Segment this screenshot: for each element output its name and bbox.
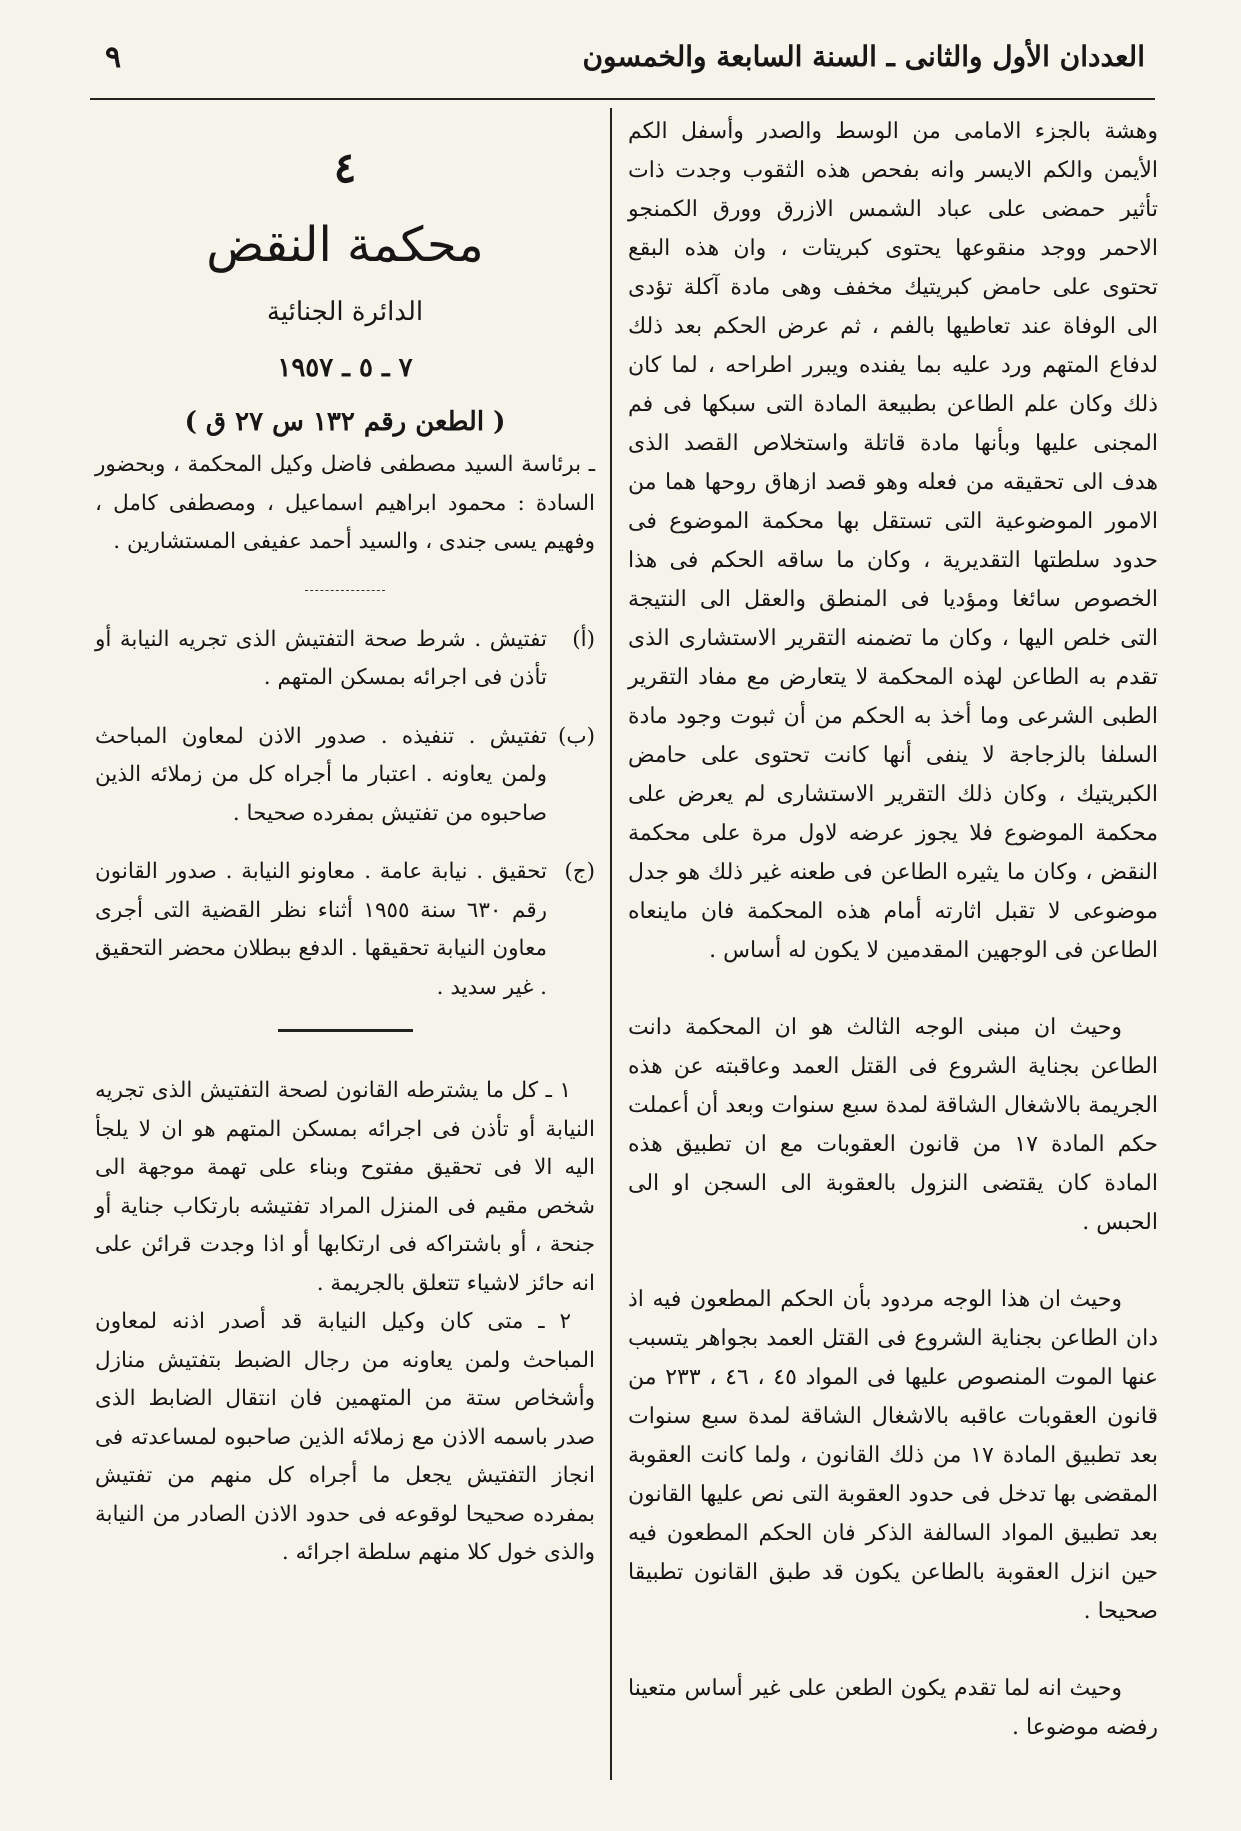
running-title: العددان الأول والثانى ـ السنة السابعة والخمسون: [582, 40, 1145, 73]
heading-item: [95, 621, 595, 698]
court-name: محكمة النقض: [206, 217, 484, 273]
column-divider: [610, 108, 612, 1780]
heading-letter: (أ): [572, 626, 595, 652]
section-divider: [305, 590, 385, 591]
bench-composition: ـ برئاسة السيد مصطفى فاضل وكيل المحكمة ، وبحضور السادة : محمود ابراهيم اسماعيل ، ومصطفى كامل ، وفهيم يسى جندى ، والسيد أحمد عفيفى المستشارين .: [95, 452, 595, 554]
appeal-reference: ( الطعن رقم ١٣٢ س ٢٧ ق ): [184, 407, 506, 437]
paragraph: وحيث ان هذا الوجه مردود بأن الحكم المطعون فيه اذ دان الطاعن بجناية الشروع فى القتل العمد بجواهر يتسبب عنها الموت المنصوص عليها فى المواد ٤٥ ، ٤٦ ، ٢٣٣ من قانون العقوبات عاقبه بالاشغال الشاقة لمدة سبع سنوات بعد تطبيق المادة ١٧ من ذلك القانون ، ولما كانت العقوبة المقضى بها تدخل فى حدود العقوبة التى نص عليها القانون بعد تطبيق المواد السالفة الذكر فان الحكم المطعون فيه حين انزل العقوبة بالطاعن يكون قد طبق القانون تطبيقا صحيحا .: [628, 1287, 1158, 1624]
page-number: ٩: [105, 40, 122, 75]
heading-text: تحقيق . نيابة عامة . معاونو النيابة . صدور القانون رقم ٦٣٠ سنة ١٩٥٥ أثناء نظر القضية التى أجرى معاون النيابة تحقيقها . الدفع ببطلان محضر التحقيق . غير سديد .: [95, 859, 547, 1000]
header-rule: [90, 98, 1155, 100]
paragraph-gap: [628, 1631, 1158, 1669]
legal-principle: ٢ ـ متى كان وكيل النيابة قد أصدر اذنه لمعاون المباحث ولمن يعاونه من رجال الضبط بتفتيش منازل وأشخاص ستة من المتهمين فان انتقال الضابط الذى صدر باسمه الاذن مع زملائه الذين صاحبوه لمساعدته فى انجاز التفتيش يجعل ما أجراه كل منهم من تفتيش بمفرده صحيحا لوقوعه فى حدود الاذن الصادر من النيابة والذى خول كلا منهم سلطة اجرائه .: [95, 1309, 595, 1565]
heading-text: تفتيش . تنفيذه . صدور الاذن لمعاون المباحث ولمن يعاونه . اعتبار ما أجراه كل من زملائه الذين صاحبوه من تفتيش بمفرده صحيحا .: [95, 723, 547, 826]
case-number: ٤: [333, 143, 357, 192]
heading-letter: (ج): [564, 859, 595, 884]
paragraph: وحيث انه لما تقدم يكون الطعن على غير أساس متعينا رفضه موضوعا .: [628, 1676, 1158, 1740]
paragraph-gap: [628, 970, 1158, 1008]
session-date: ٧ ـ ٥ ـ ١٩٥٧: [277, 353, 413, 383]
heading-item: [95, 853, 595, 1007]
heading-item: [95, 718, 595, 834]
paragraph-gap: [628, 1242, 1158, 1280]
paragraph: وهشة بالجزء الامامى من الوسط والصدر وأسفل الكم الأيمن والكم الايسر وانه بفحص هذه الثقوب وجدت ذات تأثير حمضى على عباد الشمس الازرق وورق الكمنجو الاحمر ووجد منقوعها يحتوى كبريتات ، وان هذه البقع تحتوى على حامض كبريتيك مخفف وهى مادة آكلة تؤدى الى الوفاة عند تعاطيها بالفم ، ثم عرض الحكم بعد ذلك لدفاع المتهم ورد عليه بما يفنده ويبرر اطراحه ، لما كان ذلك وكان علم الطاعن بطبيعة المادة التى سبكها فى فم المجنى عليها وبأنها مادة قاتلة واستخلاص القصد الذى هدف الى تحقيقه من فعله وهو قصد ازهاق روحها هما من الامور الموضوعية التى تستقل بها محكمة الموضوع فى حدود سلطتها التقديرية ، وكان ما ساقه الحكم فى هذا الخصوص سائغا ومؤديا فى المنطق والعقل الى النتيجة التى خلص اليها ، وكان ما تضمنه التقرير الاستشارى الذى تقدم به الطاعن لهذه المحكمة لا يتعارض مع مفاد التقرير الطبى الشرعى وما أخذ به الحكم من أن ثبوت وجود مادة السلفا بالزجاجة لا ينفى أنها كانت تحتوى على حامض الكبريتيك ، وكان ذلك التقرير الاستشارى لم يعرض على محكمة الموضوع فلا يجوز عرضه لاول مرة على محكمة النقض ، وكان ما يثيره الطاعن فى طعنه غير ذلك هو جدل موضوعى لا تقبل اثارته أمام هذه المحكمة فان ماينعاه الطاعن فى الوجهين المقدمين لا يكون له أساس .: [628, 119, 1158, 963]
page-header: [95, 40, 1145, 90]
left-column: [95, 112, 595, 1573]
heading-letter: (ب): [557, 723, 595, 749]
section-divider: [278, 1029, 413, 1032]
legal-principle: ١ ـ كل ما يشترطه القانون لصحة التفتيش الذى تجريه النيابة أو تأذن فى اجرائه بمسكن المتهم هو ان لا يلجأ اليه الا فى تحقيق مفتوح وبناء على تهمة موجهة الى شخص مقيم فى المنزل المراد تفتيشه بارتكاب جناية أو جنحة ، أو باشتراكه فى ارتكابها أو اذا وجدت قرائن على انه حائز لاشياء تتعلق بالجريمة .: [95, 1078, 595, 1296]
paragraph: وحيث ان مبنى الوجه الثالث هو ان المحكمة دانت الطاعن بجناية الشروع فى القتل العمد وعاقبته عن هذه الجريمة بالاشغال الشاقة لمدة سبع سنوات وبعد أن أعملت حكم المادة ١٧ من قانون العقوبات مع ان تطبيق هذه المادة كان يقتضى النزول بالعقوبة الى السجن او الى الحبس .: [628, 1015, 1159, 1235]
right-column: [628, 112, 1158, 1747]
heading-text: تفتيش . شرط صحة التفتيش الذى تجريه النيابة أو تأذن فى اجرائه بمسكن المتهم .: [95, 626, 547, 690]
chamber-name: الدائرة الجنائية: [266, 297, 424, 327]
